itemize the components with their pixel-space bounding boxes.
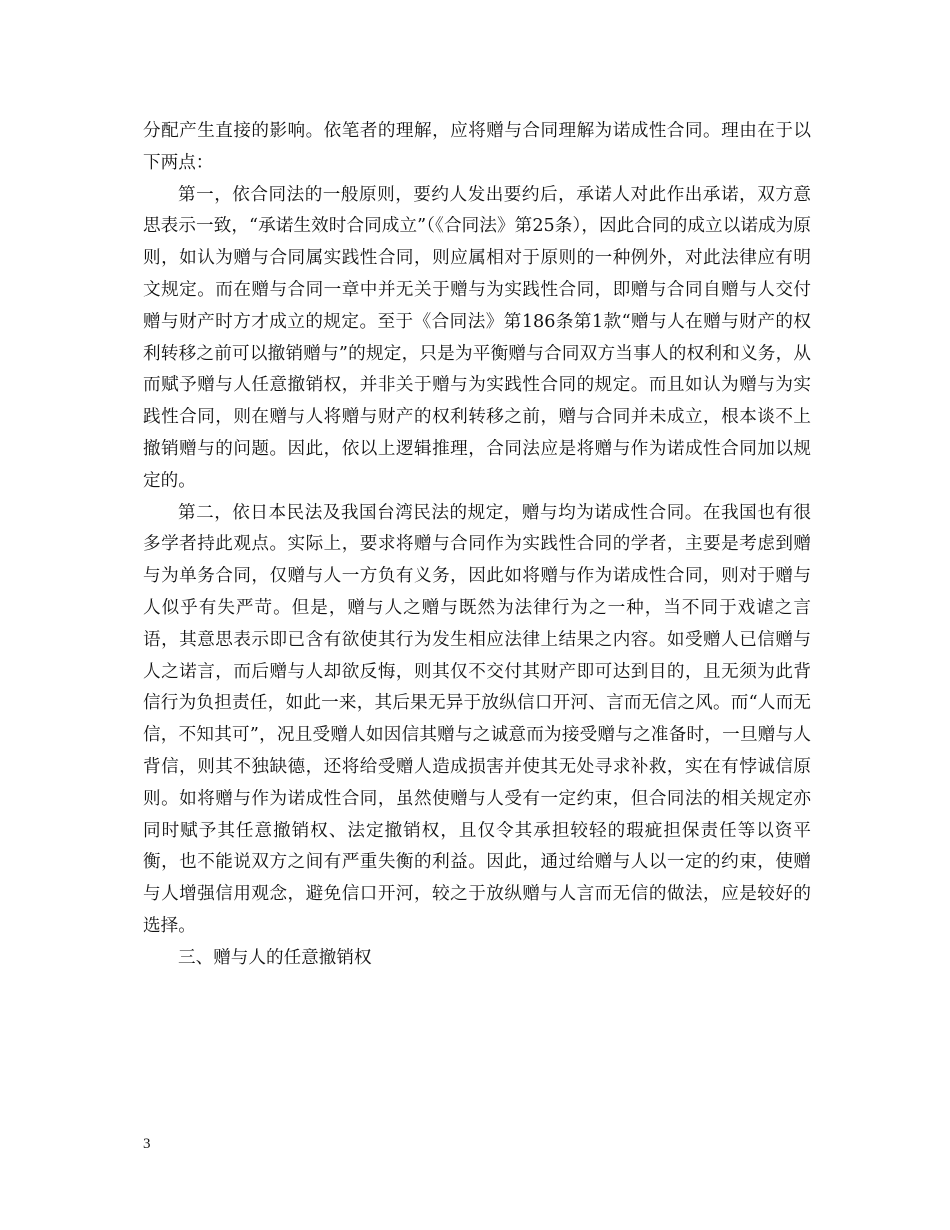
paragraph-second-reason: 第二，依日本民法及我国台湾民法的规定，赠与均为诺成性合同。在我国也有很多学者持此观点。实际上，要求将赠与合同作为实践性合同的学者，主要是考虑到赠与为单务合同，仅赠与人一方负有义务，因此如将赠与作为诺成性合同，则对于赠与人似乎有失严苛。但是，赠与人之赠与既然为法律行为之一种，当不同于戏谑之言语，其意思表示即已含有欲使其行为发生相应法律上结果之内容。如受赠人已信赠与人之诺言，而后赠与人却欲反悔，则其仅不交付其财产即可达到目的，且无须为此背信行为负担责任，如此一来，其后果无异于放纵信口开河、言而无信之风。而“人而无信，不知其可”，况且受赠人如因信其赠与之诚意而为接受赠与之准备时，一旦赠与人背信，则其不独缺德，还将给受赠人造成损害并使其无处寻求补救，实在有悖诚信原则。如将赠与作为诺成性合同，虽然使赠与人受有一定约束，但合同法的相关规定亦同时赋予其任意撤销权、法定撤销权，且仅令其承担较轻的瑕疵担保责任等以资平衡，也不能说双方之间有严重失衡的利益。因此，通过给赠与人以一定的约束，使赠与人增强信用观念，避免信口开河，较之于放纵赠与人言而无信的做法，应是较好的选择。: [143, 502, 811, 936]
document-body: [143, 116, 811, 975]
paragraph-first-reason: 第一，依合同法的一般原则，要约人发出要约后，承诺人对此作出承诺，双方意思表示一致，“承诺生效时合同成立”（《合同法》第25条），因此合同的成立以诺成为原则，如认为赠与合同属实践性合同，则应属相对于原则的一种例外，对此法律应有明文规定。而在赠与合同一章中并无关于赠与为实践性合同，即赠与合同自赠与人交付赠与财产时方才成立的规定。至于《合同法》第186条第1款“赠与人在赠与财产的权利转移之前可以撤销赠与”的规定，只是为平衡赠与合同双方当事人的权利和义务，从而赋予赠与人任意撤销权，并非关于赠与为实践性合同的规定。而且如认为赠与为实践性合同，则在赠与人将赠与财产的权利转移之前，赠与合同并未成立，根本谈不上撤销赠与的问题。因此，依以上逻辑推理，合同法应是将赠与作为诺成性合同加以规定的。: [143, 184, 811, 491]
page-number: 3: [143, 1136, 151, 1152]
section-heading: 三、赠与人的任意撤销权: [178, 947, 372, 968]
paragraph-continuation: 分配产生直接的影响。依笔者的理解，应将赠与合同理解为诺成性合同。理由在于以下两点：: [143, 121, 811, 173]
